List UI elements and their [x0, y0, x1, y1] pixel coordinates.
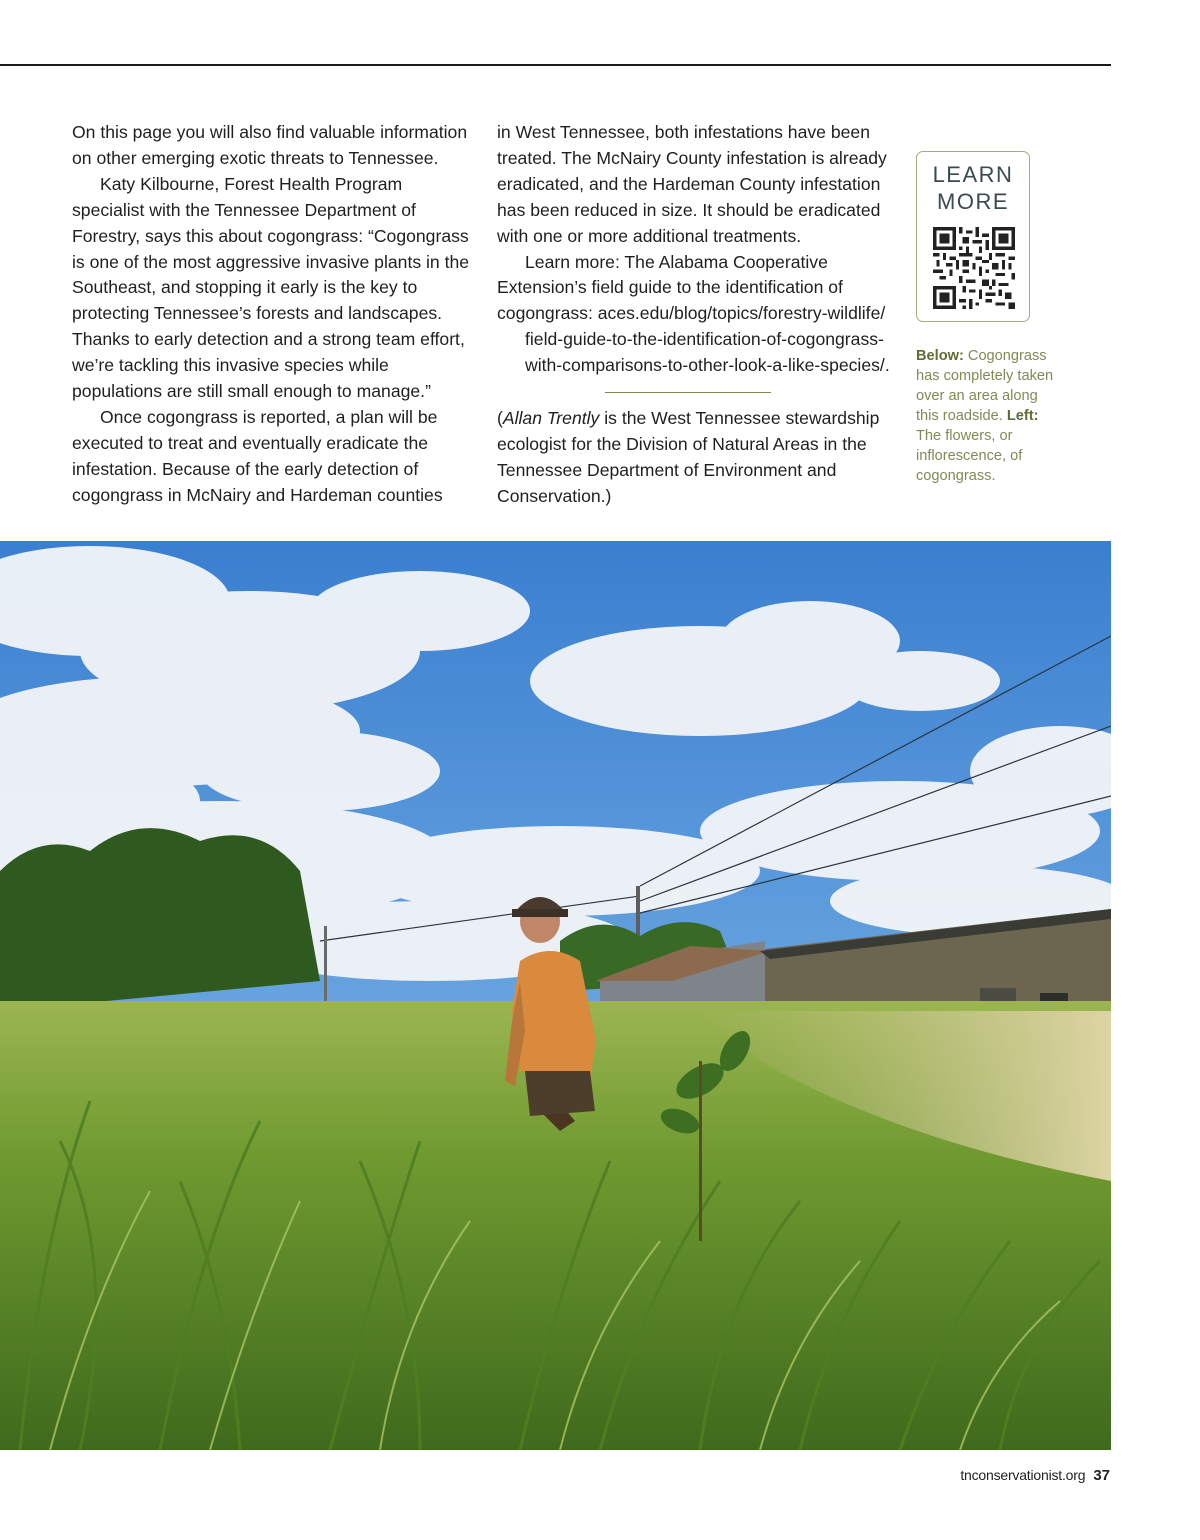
website-link[interactable]: tnconservationist.org	[960, 1467, 1086, 1483]
photo-illustration	[0, 541, 1111, 1450]
learn-more-intro: Learn more: The Alabama Cooperative Extension’s field guide to the identification of cogongrass:	[497, 251, 843, 324]
learn-more-box[interactable]	[916, 151, 1030, 322]
field-guide-link-part-3[interactable]: with-comparisons-to-other-look-a-like-species/.	[525, 355, 890, 376]
field-guide-link-part-1[interactable]: aces.edu/blog/topics/forestry-wildlife/	[597, 303, 886, 324]
caption-below-text: Cogongrass has completely taken over an area along this roadside.	[916, 348, 1054, 424]
caption-left-label: Left:	[1006, 408, 1039, 424]
author-name: Allan Trently	[502, 408, 600, 429]
page-number: 37	[1093, 1467, 1110, 1484]
paragraph-infestations: in West Tennessee, both infestations have been treated. The McNairy County infestation is already eradicated, and the Hardeman County infestation has been reduced in size. It should be eradicated with one or more additional treatments.	[497, 122, 887, 246]
section-divider	[605, 392, 771, 393]
photo-caption	[916, 346, 1056, 486]
learn-more-label: LEARN MORE	[932, 162, 1014, 214]
field-guide-link-part-2[interactable]: field-guide-to-the-identification-of-cogongrass-	[525, 329, 884, 350]
paragraph-treatment-plan: Once cogongrass is reported, a plan will be executed to treat and eventually eradicate the infestation. Because of the early detection of cogongrass in McNairy and Hardeman counties	[72, 406, 443, 505]
qr-code-icon[interactable]	[933, 227, 1015, 309]
top-rule	[0, 64, 1111, 66]
paragraph-kilbourne-quote: Katy Kilbourne, Forest Health Program specialist with the Tennessee Department of Forestry, says this about cogongrass: “Cogongrass is one of the most aggressive invasive plants in the Southeast, and stopping it early is the key to protecting Tennessee’s forests and landscapes. Thanks to early detection and a strong team effort, we’re tackling this invasive species while populations are still small enough to manage.”	[72, 173, 470, 402]
paragraph-learn-more	[497, 250, 897, 380]
page-footer	[960, 1467, 1110, 1484]
article-column-2	[497, 120, 897, 510]
article-column-1	[72, 120, 474, 509]
caption-below-label: Below:	[916, 348, 964, 364]
caption-left-text: The flowers, or inflorescence, of cogongrass.	[916, 428, 1023, 484]
author-credit: (Allan Trently is the West Tennessee stewardship ecologist for the Division of Natural Areas in the Tennessee Department of Environment and Conservation.)	[497, 408, 880, 506]
cogongrass-field-photo	[0, 541, 1111, 1450]
paragraph-intro: On this page you will also find valuable information on other emerging exotic threats to Tennessee.	[72, 122, 468, 168]
